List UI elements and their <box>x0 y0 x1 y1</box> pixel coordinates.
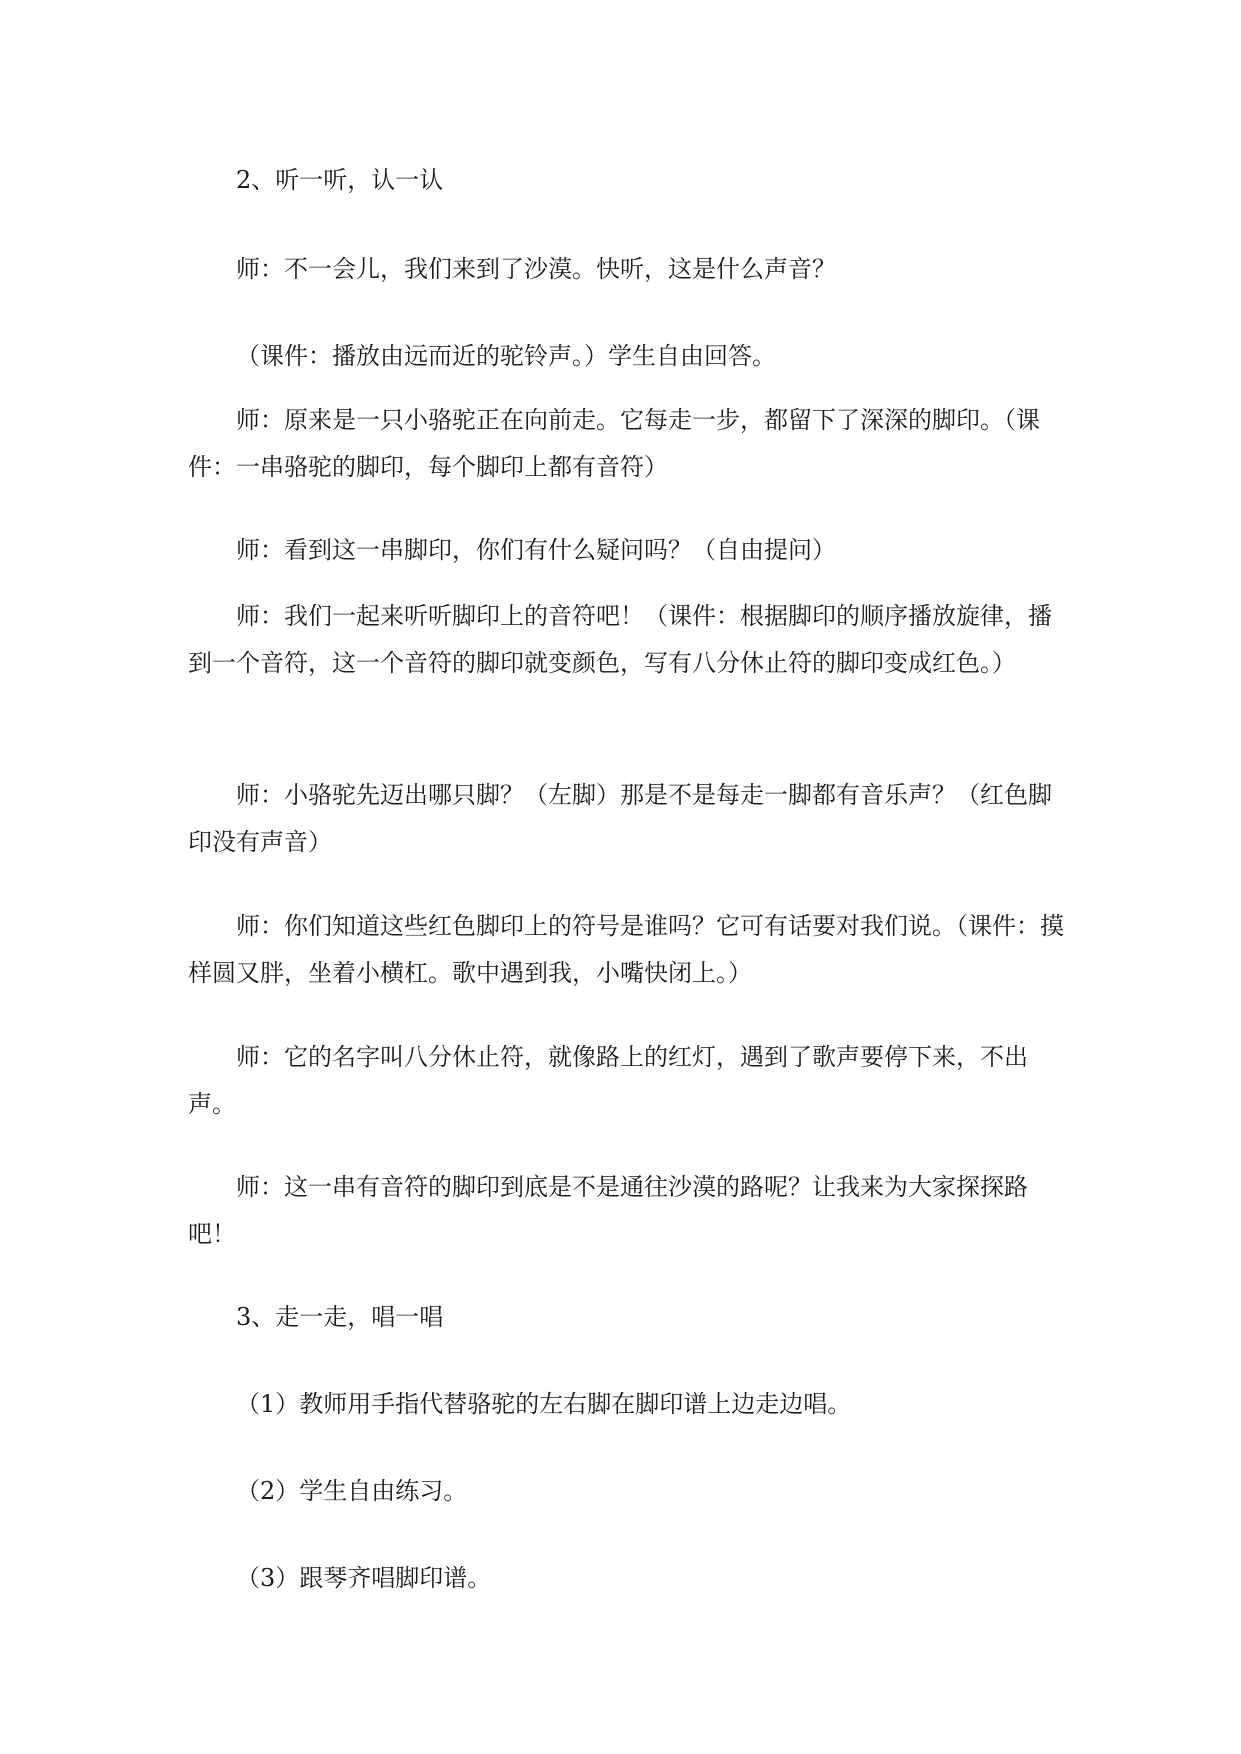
paragraph-camel-footprints: 师：原来是一只小骆驼正在向前走。它每走一步，都留下了深深的脚印。（课件：一串骆驼的脚印，每个脚印上都有音符） <box>188 406 1040 481</box>
paragraph-left-foot: 师：小骆驼先迈出哪只脚？（左脚）那是不是每走一脚都有音乐声？（红色脚印没有声音） <box>188 781 1052 856</box>
paragraph-red-footprints: 师：你们知道这些红色脚印上的符号是谁吗？它可有话要对我们说。（课件：摸样圆又胖，坐着小横杠。歌中遇到我，小嘴快闭上。） <box>188 912 1064 987</box>
section-heading-2: 2、听一听，认一认 <box>236 166 444 194</box>
list-item-1: （1）教师用手指代替骆驼的左右脚在脚印谱上边走边唱。 <box>236 1390 852 1418</box>
list-item-3: （3）跟琴齐唱脚印谱。 <box>236 1564 492 1592</box>
paragraph-questions: 师：看到这一串脚印，你们有什么疑问吗？（自由提问） <box>236 536 836 564</box>
paragraph-explore-path: 师：这一串有音符的脚印到底是不是通往沙漠的路呢？让我来为大家探探路吧！ <box>188 1173 1028 1248</box>
paragraph-rest-symbol: 师：它的名字叫八分休止符，就像路上的红灯，遇到了歌声要停下来，不出声。 <box>188 1043 1028 1118</box>
paragraph-listen-notes: 师：我们一起来听听脚印上的音符吧！（课件：根据脚印的顺序播放旋律，播到一个音符，这一个音符的脚印就变颜色，写有八分休止符的脚印变成红色。） <box>188 602 1052 677</box>
paragraph-courseware-bells: （课件：播放由远而近的驼铃声。）学生自由回答。 <box>236 342 776 370</box>
section-heading-3: 3、走一走，唱一唱 <box>236 1303 444 1331</box>
list-item-2: （2）学生自由练习。 <box>236 1477 468 1505</box>
paragraph-teacher-desert: 师：不一会儿，我们来到了沙漠。快听，这是什么声音？ <box>236 255 836 283</box>
